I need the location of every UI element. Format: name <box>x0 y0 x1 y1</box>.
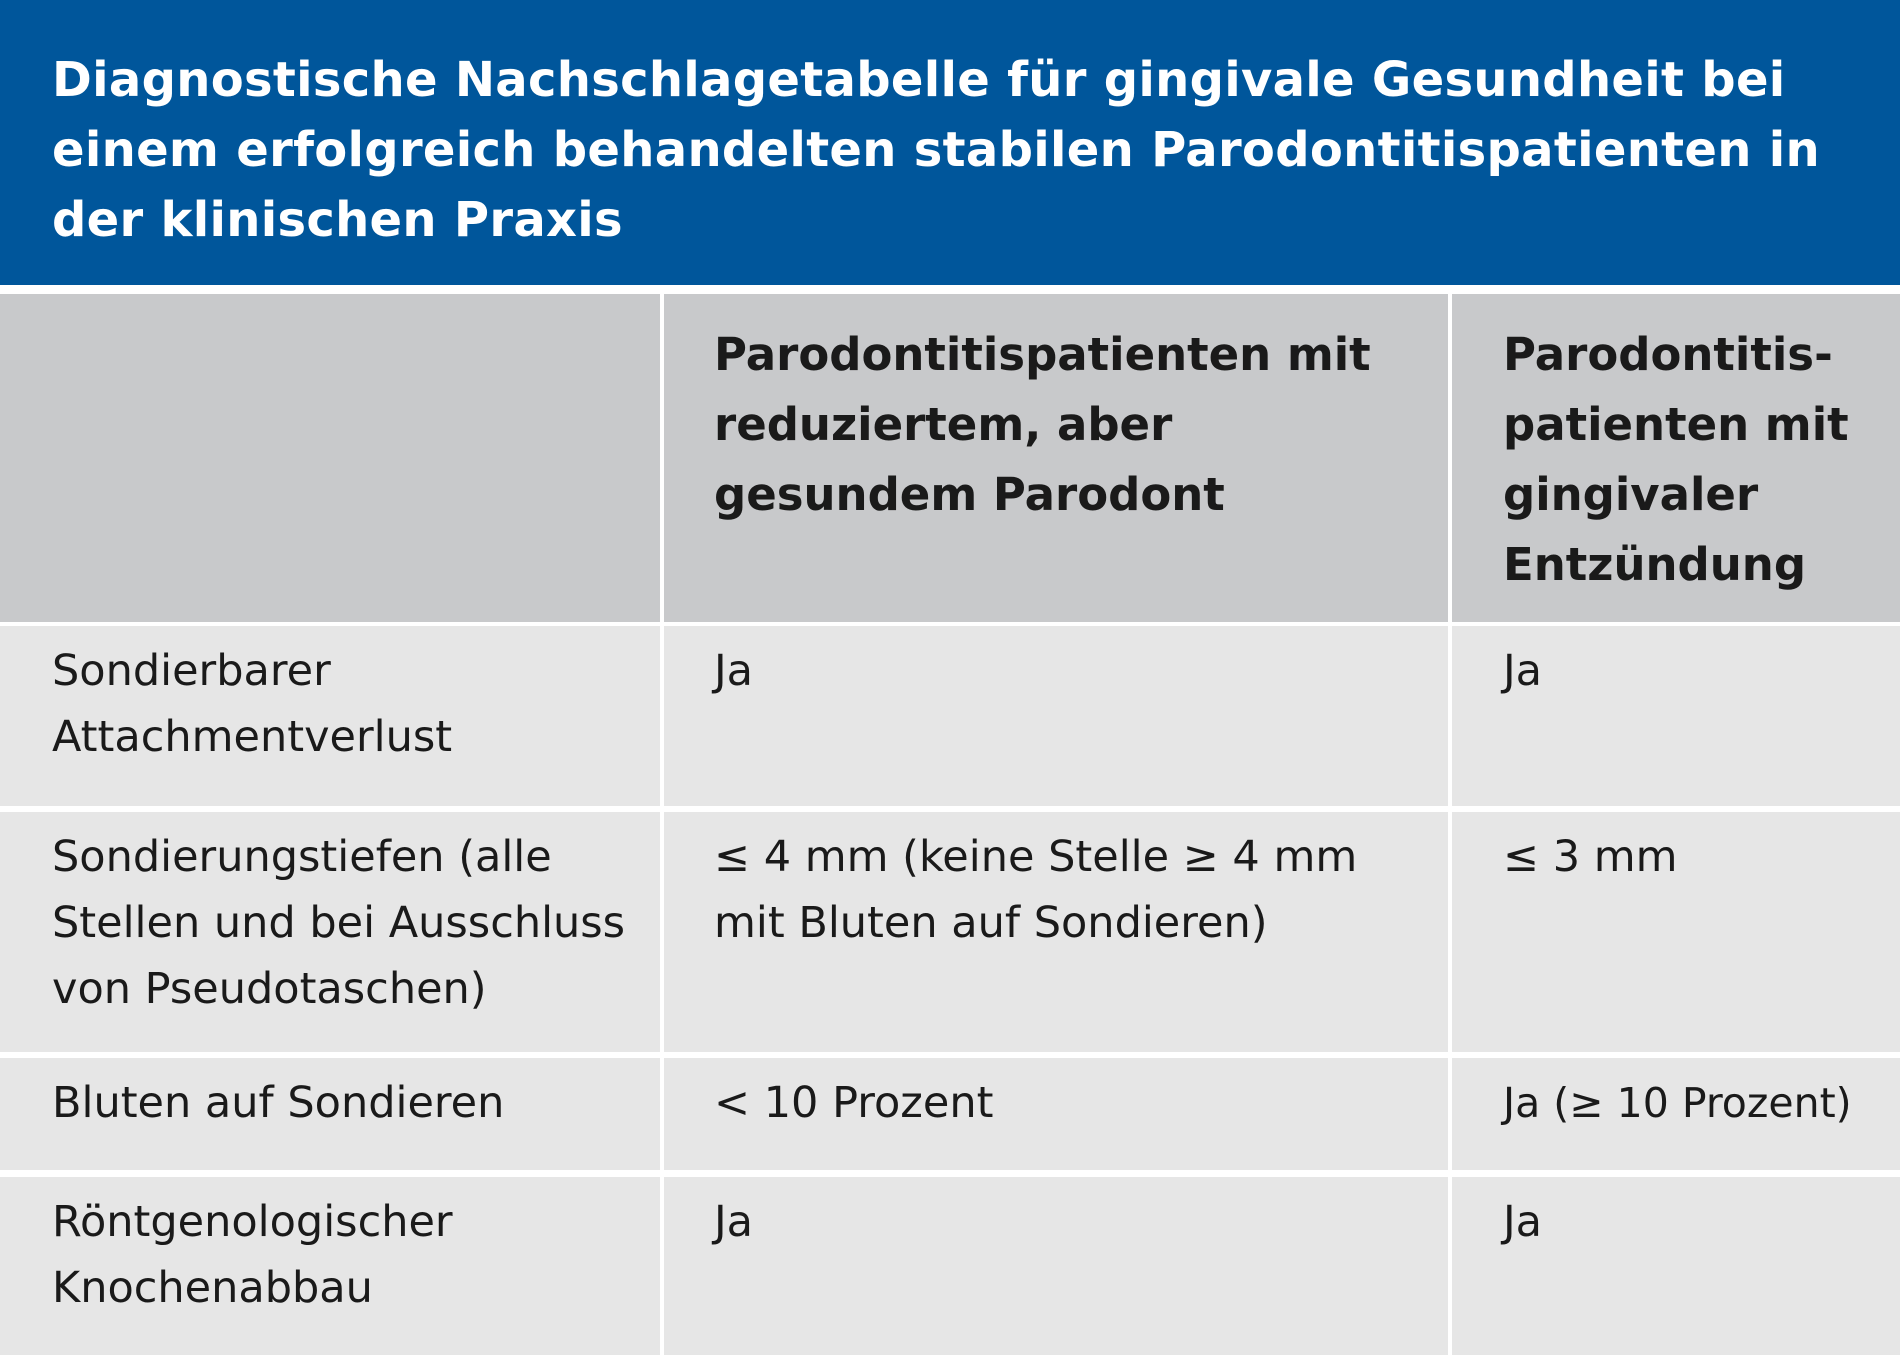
header-cell-empty <box>0 294 660 622</box>
row-label-bleeding: Bluten auf Sondieren <box>0 1058 660 1170</box>
table-cell: ≤ 3 mm <box>1452 812 1900 1052</box>
table-cell: Ja <box>1452 1177 1900 1355</box>
table-cell: Ja <box>664 1177 1448 1355</box>
header-cell-reduced-healthy: Parodontitispatienten mit reduziertem, aber gesundem Parodont <box>664 294 1448 622</box>
table-cell: Ja <box>664 626 1448 806</box>
table-cell: Ja <box>1452 626 1900 806</box>
row-label-bone-loss: Röntgenologischer Knochenabbau <box>0 1177 660 1355</box>
table-cell: < 10 Prozent <box>664 1058 1448 1170</box>
row-label-probing-depth: Sondierungstiefen (alle Stellen und bei Ausschluss von Pseudotaschen) <box>0 812 660 1052</box>
table-title: Diagnostische Nachschlagetabelle für gingivale Gesundheit bei einem erfolgreich behandelten stabilen Parodontitispatienten in der klinischen Praxis <box>0 0 1900 285</box>
header-cell-gingival-inflammation: Parodontitis-patienten mit gingivaler Entzündung <box>1452 294 1900 622</box>
row-label-attachment-loss: Sondierbarer Attachmentverlust <box>0 626 660 806</box>
table-cell: ≤ 4 mm (keine Stelle ≥ 4 mm mit Bluten auf Sondieren) <box>664 812 1448 1052</box>
table-cell: Ja (≥ 10 Prozent) <box>1452 1058 1900 1170</box>
